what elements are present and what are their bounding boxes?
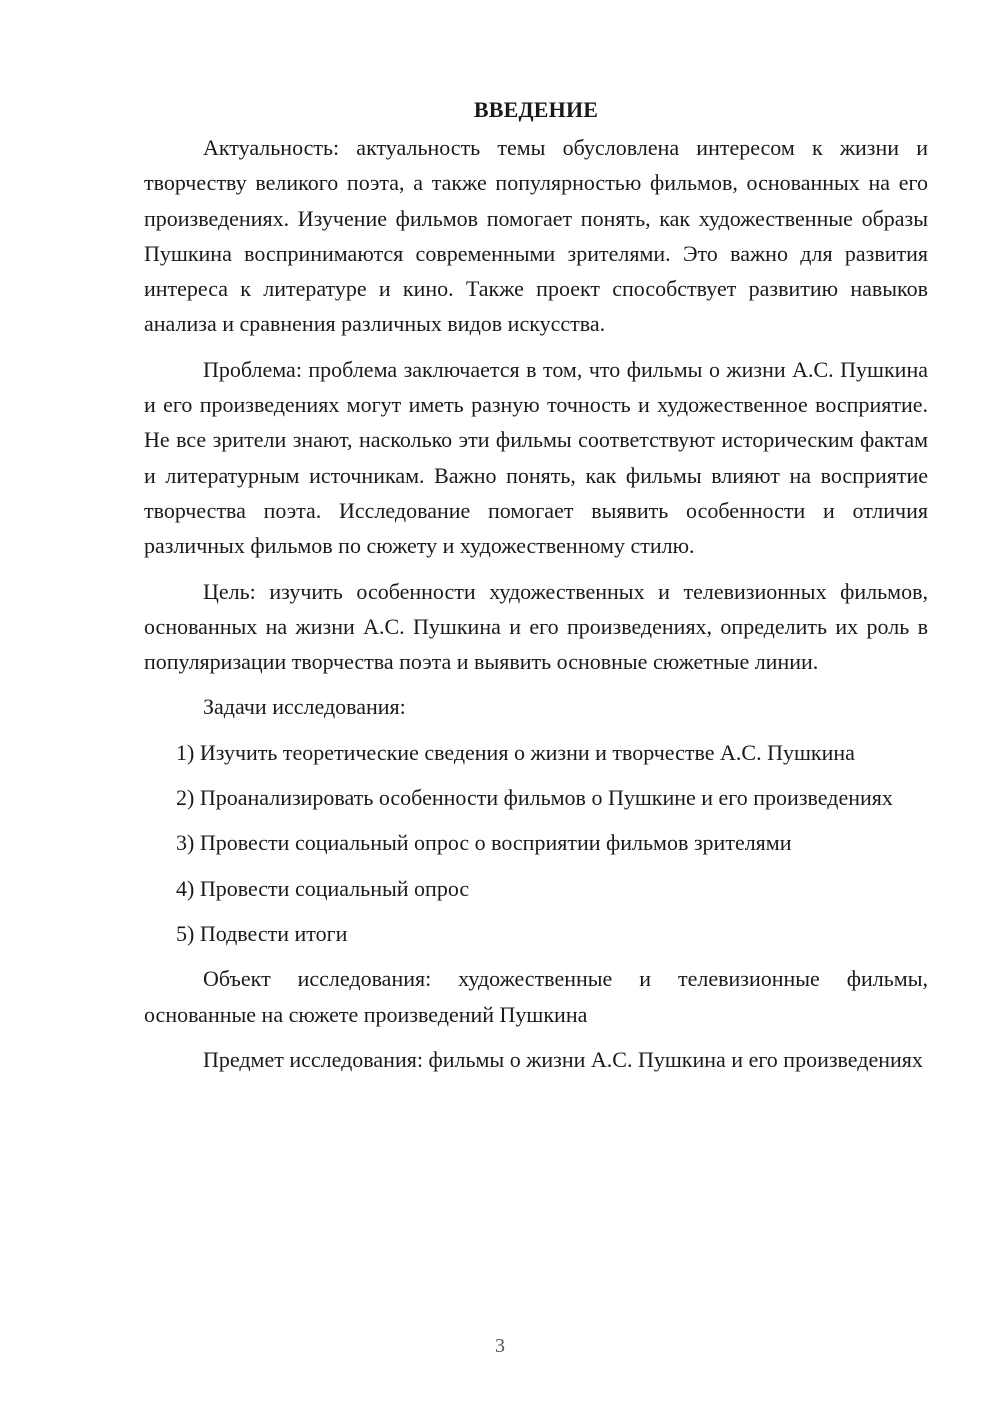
task-item-2: 2) Проанализировать особенности фильмов о Пушкине и его произведениях	[176, 785, 893, 811]
relevance-paragraph: Актуальность: актуальность темы обусловлена интересом к жизни и творчеству великого поэта, а также популярностью фильмов, основанных на его произведениях. Изучение фильмов помогает понять, как художественные образы Пушкина воспринимаются современными зрителями. Это важно для развития интереса к литературе и кино. Также проект способствует развитию навыков анализа и сравнения различных видов искусства.	[144, 135, 928, 337]
goal-paragraph: Цель: изучить особенности художественных и телевизионных фильмов, основанных на жизни А.С. Пушкина и его произведениях, определить их роль в популяризации творчества поэта и выявить основные сюжетные линии.	[144, 578, 928, 675]
problem-paragraph: Проблема: проблема заключается в том, что фильмы о жизни А.С. Пушкина и его произведениях могут иметь разную точность и художественное восприятие. Не все зрители знают, насколько эти фильмы соответствуют историческим фактам и литературным источникам. Важно понять, как фильмы влияют на восприятие творчества поэта. Исследование помогает выявить особенности и отличия различных фильмов по сюжету и художественному стилю.	[144, 356, 928, 559]
task-item-1: 1) Изучить теоретические сведения о жизни и творчестве А.С. Пушкина	[176, 739, 855, 765]
task-item-3: 3) Провести социальный опрос о восприятии фильмов зрителями	[176, 830, 792, 856]
section-title: ВВЕДЕНИЕ	[473, 97, 599, 122]
task-item-4: 4) Провести социальный опрос	[176, 875, 470, 901]
document-page	[144, 94, 928, 1087]
object-paragraph: Объект исследования: художественные и телевизионные фильмы, основанные на сюжете произведений Пушкина	[144, 966, 928, 1027]
page-number: 3	[495, 1335, 505, 1357]
subject-paragraph: Предмет исследования: фильмы о жизни А.С. Пушкина и его произведениях	[203, 1046, 923, 1072]
tasks-heading: Задачи исследования:	[203, 694, 406, 720]
task-item-5: 5) Подвести итоги	[176, 920, 348, 946]
